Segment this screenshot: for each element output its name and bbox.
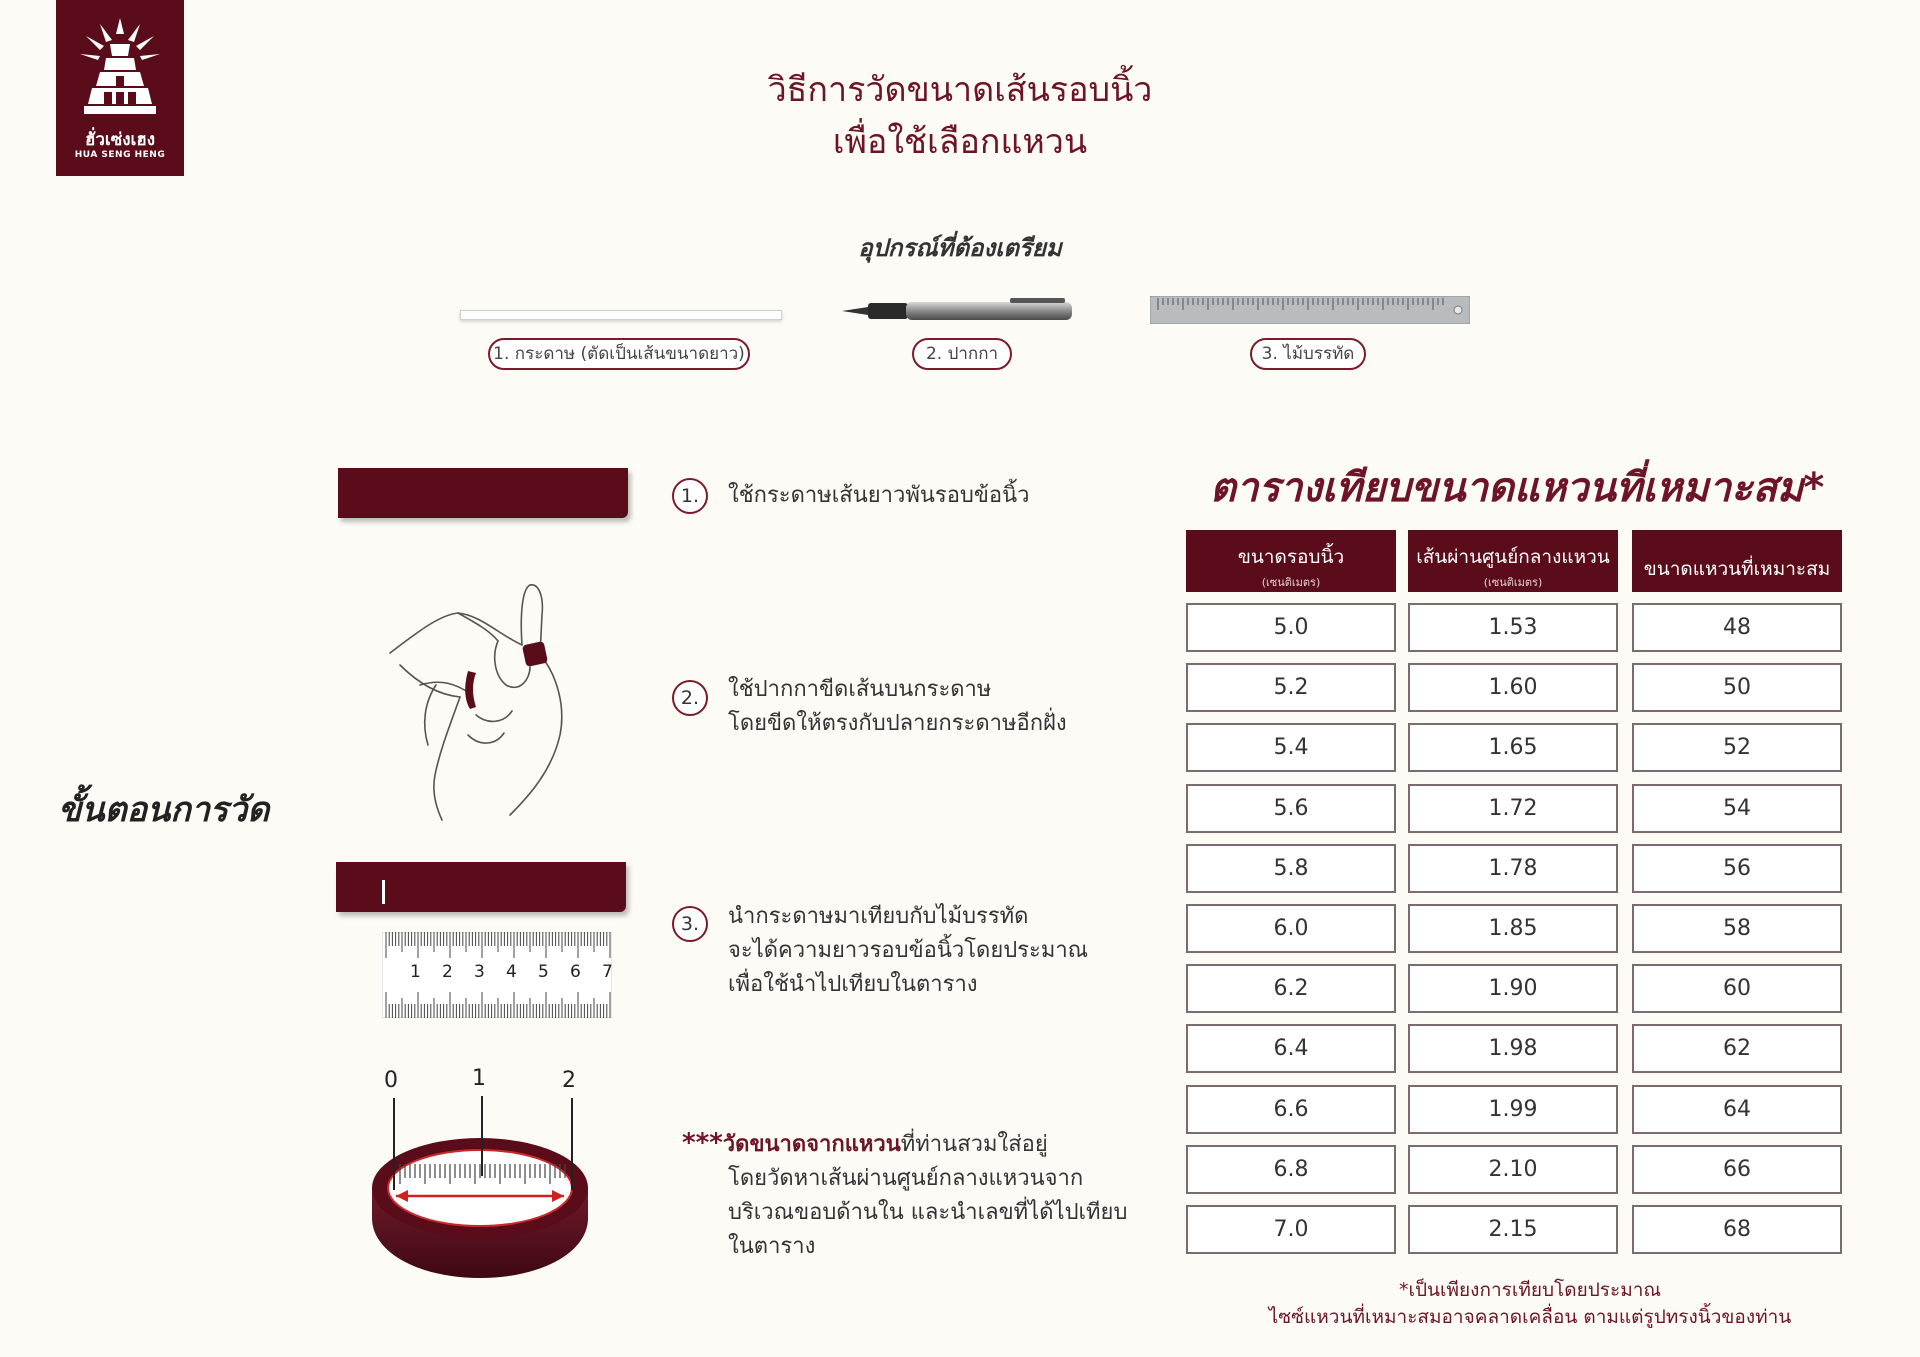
table-cell-circumference: 5.4 <box>1186 723 1396 772</box>
step-3-text-line-3: เพื่อใช้นำไปเทียบในตาราง <box>728 972 978 997</box>
ruler-tick-label: 5 <box>538 962 549 982</box>
table-cell-circumference: 6.6 <box>1186 1085 1396 1134</box>
table-cell-circumference: 6.2 <box>1186 964 1396 1013</box>
table-cell-diameter: 2.10 <box>1408 1145 1618 1194</box>
table-cell-ring-size: 52 <box>1632 723 1842 772</box>
brand-logo <box>56 0 184 176</box>
paper-strip-icon <box>460 310 782 320</box>
header-circumference-unit: (เซนติเมตร) <box>1261 576 1321 589</box>
ring-illustration <box>360 1068 600 1288</box>
equipment-label-ruler: 3. ไม้บรรทัด <box>1250 338 1366 370</box>
step-2-text-line-1: ใช้ปากกาขีดเส้นบนกระดาษ <box>728 677 992 702</box>
size-table-header-ring-size <box>1632 530 1842 592</box>
table-cell-diameter: 1.65 <box>1408 723 1618 772</box>
tip-text-line-1 <box>682 1126 1048 1162</box>
crown-emblem-icon <box>70 14 170 124</box>
table-cell-ring-size: 60 <box>1632 964 1842 1013</box>
table-cell-ring-size: 50 <box>1632 663 1842 712</box>
size-table-heading: ตารางเทียบขนาดแหวนที่เหมาะสม* <box>1210 465 1825 511</box>
table-cell-diameter: 1.78 <box>1408 844 1618 893</box>
table-cell-ring-size: 68 <box>1632 1205 1842 1254</box>
ruler-icon <box>1150 296 1470 324</box>
table-cell-circumference: 5.0 <box>1186 603 1396 652</box>
tip-text-line-4: ในตาราง <box>728 1234 816 1259</box>
equipment-heading: อุปกรณ์ที่ต้องเตรียม <box>858 234 1062 262</box>
table-cell-ring-size: 64 <box>1632 1085 1842 1134</box>
table-cell-diameter: 1.90 <box>1408 964 1618 1013</box>
ruler-tick-label: 2 <box>442 962 453 982</box>
table-cell-circumference: 5.8 <box>1186 844 1396 893</box>
steps-heading: ขั้นตอนการวัด <box>58 790 270 830</box>
tip-rest-text: ที่ท่านสวมใส่อยู่ <box>900 1132 1048 1157</box>
tip-text-line-2: โดยวัดหาเส้นผ่านศูนย์กลางแหวนจาก <box>728 1166 1084 1191</box>
hand-wrapping-finger-icon <box>380 575 590 825</box>
ring-tick-2: 2 <box>562 1068 576 1093</box>
tip-text-line-3: บริเวณขอบด้านใน และนำเลขที่ได้ไปเทียบ <box>728 1200 1128 1225</box>
brand-name-english: HUA SENG HENG <box>74 150 166 160</box>
step-2-number: 2. <box>672 680 708 716</box>
table-cell-ring-size: 58 <box>1632 904 1842 953</box>
table-cell-diameter: 2.15 <box>1408 1205 1618 1254</box>
ruler-tick-label: 3 <box>474 962 485 982</box>
table-cell-diameter: 1.72 <box>1408 784 1618 833</box>
table-cell-circumference: 6.0 <box>1186 904 1396 953</box>
pen-icon <box>840 294 1080 324</box>
table-footnote-line-1: *เป็นเพียงการเทียบโดยประมาณ <box>1398 1279 1662 1301</box>
ruler-tick-label: 6 <box>570 962 581 982</box>
equipment-label-pen: 2. ปากกา <box>912 338 1012 370</box>
header-ring-size-label: ขนาดแหวนที่เหมาะสม <box>1643 558 1831 580</box>
step-3-text-line-1: นำกระดาษมาเทียบกับไม้บรรทัด <box>728 904 1029 929</box>
table-cell-circumference: 6.8 <box>1186 1145 1396 1194</box>
ruler-tick-label: 7 <box>602 962 613 982</box>
table-cell-diameter: 1.60 <box>1408 663 1618 712</box>
table-cell-circumference: 5.2 <box>1186 663 1396 712</box>
equipment-label-paper: 1. กระดาษ (ตัดเป็นเส้นขนาดยาว) <box>488 338 750 370</box>
step-2-text-line-2: โดยขีดให้ตรงกับปลายกระดาษอีกฝั่ง <box>728 711 1067 736</box>
brand-name-thai: ฮั่วเซ่งเฮง <box>84 130 156 150</box>
table-cell-diameter: 1.98 <box>1408 1024 1618 1073</box>
table-cell-ring-size: 54 <box>1632 784 1842 833</box>
step-3-text-line-2: จะได้ความยาวรอบข้อนิ้วโดยประมาณ <box>728 938 1089 963</box>
ruler-tick-label: 1 <box>410 962 421 982</box>
table-cell-ring-size: 48 <box>1632 603 1842 652</box>
ring-tick-0: 0 <box>384 1068 398 1093</box>
page-title-line-1: วิธีการวัดขนาดเส้นรอบนิ้ว <box>767 70 1153 110</box>
table-cell-ring-size: 62 <box>1632 1024 1842 1073</box>
step-3-number: 3. <box>672 906 708 942</box>
table-cell-circumference: 7.0 <box>1186 1205 1396 1254</box>
step-1-text-line-1: ใช้กระดาษเส้นยาวพันรอบข้อนิ้ว <box>728 483 1030 508</box>
header-circumference-label: ขนาดรอบนิ้ว <box>1237 546 1345 568</box>
table-cell-ring-size: 56 <box>1632 844 1842 893</box>
table-cell-circumference: 5.6 <box>1186 784 1396 833</box>
paper-strip-illustration <box>338 468 628 518</box>
table-cell-diameter: 1.53 <box>1408 603 1618 652</box>
marked-paper-illustration <box>336 862 626 912</box>
size-table-header-diameter <box>1408 530 1618 592</box>
page-title-line-2: เพื่อใช้เลือกแหวน <box>832 122 1088 162</box>
table-cell-ring-size: 66 <box>1632 1145 1842 1194</box>
table-footnote-line-2: ไซซ์แหวนที่เหมาะสมอาจคลาดเคลื่อน ตามแต่รูปทรงนิ้วของท่าน <box>1268 1306 1792 1328</box>
ring-tick-1: 1 <box>472 1066 486 1091</box>
table-cell-diameter: 1.85 <box>1408 904 1618 953</box>
pen-mark <box>382 880 385 904</box>
step-1-number: 1. <box>672 478 708 514</box>
tip-bold-text: วัดขนาดจากแหวน <box>722 1132 901 1157</box>
ruler-illustration <box>382 932 612 1018</box>
header-diameter-label: เส้นผ่านศูนย์กลางแหวน <box>1416 546 1610 568</box>
table-cell-diameter: 1.99 <box>1408 1085 1618 1134</box>
header-diameter-unit: (เซนติเมตร) <box>1483 576 1543 589</box>
table-cell-circumference: 6.4 <box>1186 1024 1396 1073</box>
size-table-header-circumference <box>1186 530 1396 592</box>
ruler-tick-label: 4 <box>506 962 517 982</box>
tip-stars: *** <box>682 1128 723 1158</box>
